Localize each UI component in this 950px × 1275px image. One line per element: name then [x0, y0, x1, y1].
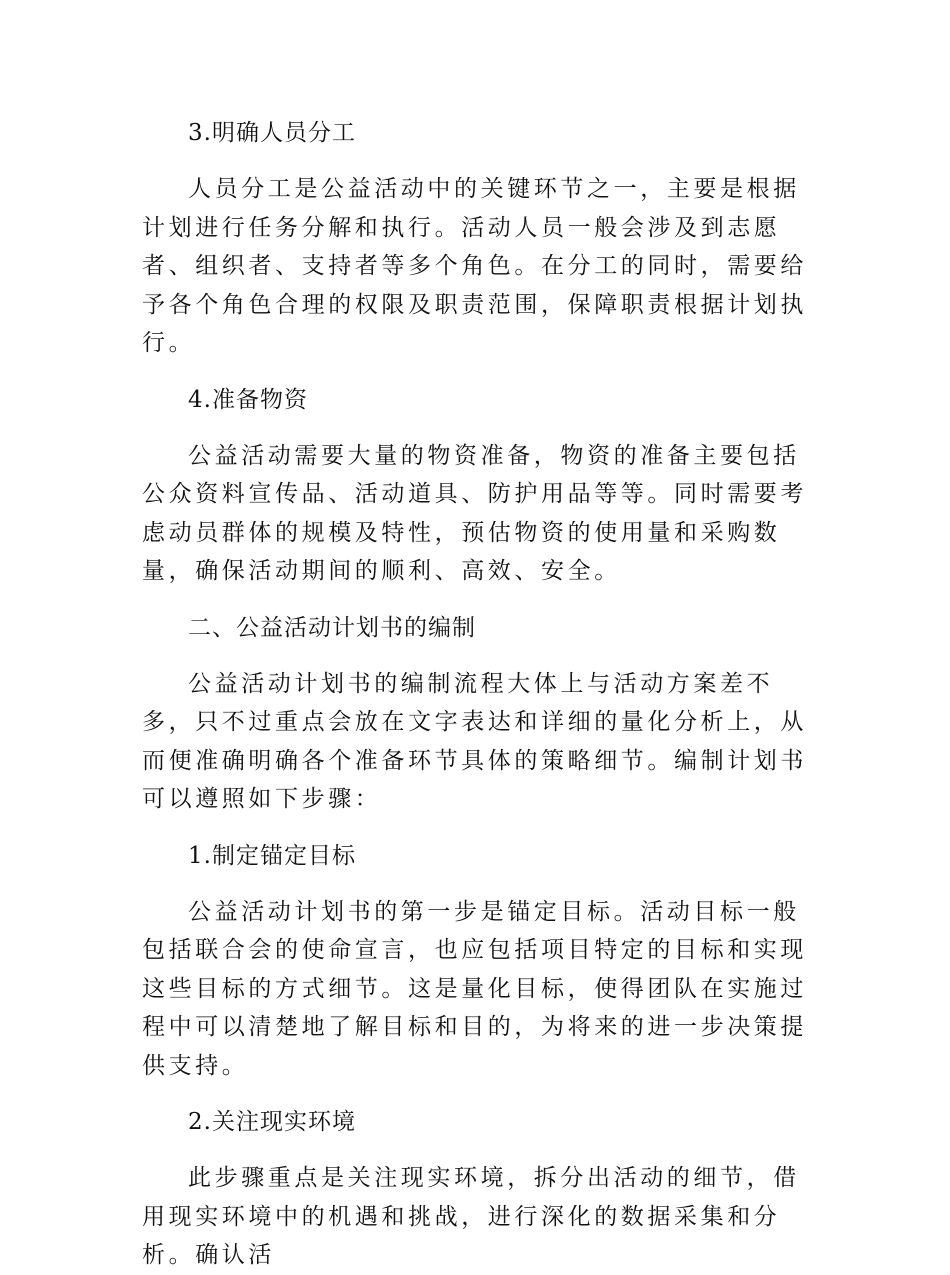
- section-heading-real-environment: 2.关注现实环境: [188, 1109, 356, 1135]
- section-heading-prepare-supplies: 4.准备物资: [188, 386, 308, 413]
- paragraph-set-goals: 公益活动计划书的第一步是锚定目标。活动目标一般包括联合会的使命宣言，也应包括项目特定的目标和实现这些目标的方式细节。这是量化目标，使得团队在实施过程中可以清楚地了解目标和目的，为将来的进一步决策提供支持。: [142, 898, 807, 1079]
- section-heading-set-goals: 1.制定锚定目标: [188, 842, 356, 869]
- paragraph-prepare-supplies: 公益活动需要大量的物资准备，物资的准备主要包括公众资料宣传品、活动道具、防护用品等等。同时需要考虑动员群体的规模及特性，预估物资的使用量和采购数量，确保活动期间的顺利、高效、安全。: [142, 442, 807, 584]
- paragraph-staff-division: 人员分工是公益活动中的关键环节之一，主要是根据计划进行任务分解和执行。活动人员一般会涉及到志愿者、组织者、支持者等多个角色。在分工的同时，需要给予各个角色合理的权限及职责范围，保障职责根据计划执行。: [142, 176, 807, 356]
- paragraph-plan-drafting: 公益活动计划书的编制流程大体上与活动方案差不多，只不过重点会放在文字表达和详细的量化分析上，从而便准确明确各个准备环节具体的策略细节。编制计划书可以遵照如下步骤：: [142, 670, 807, 812]
- paragraph-real-environment: 此步骤重点是关注现实环境，拆分出活动的细节，借用现实环境中的机遇和挑战，进行深化的数据采集和分析。确认活: [142, 1165, 800, 1268]
- section-heading-plan-drafting: 二、公益活动计划书的编制: [188, 614, 476, 641]
- section-heading-staff-division: 3.明确人员分工: [188, 120, 356, 146]
